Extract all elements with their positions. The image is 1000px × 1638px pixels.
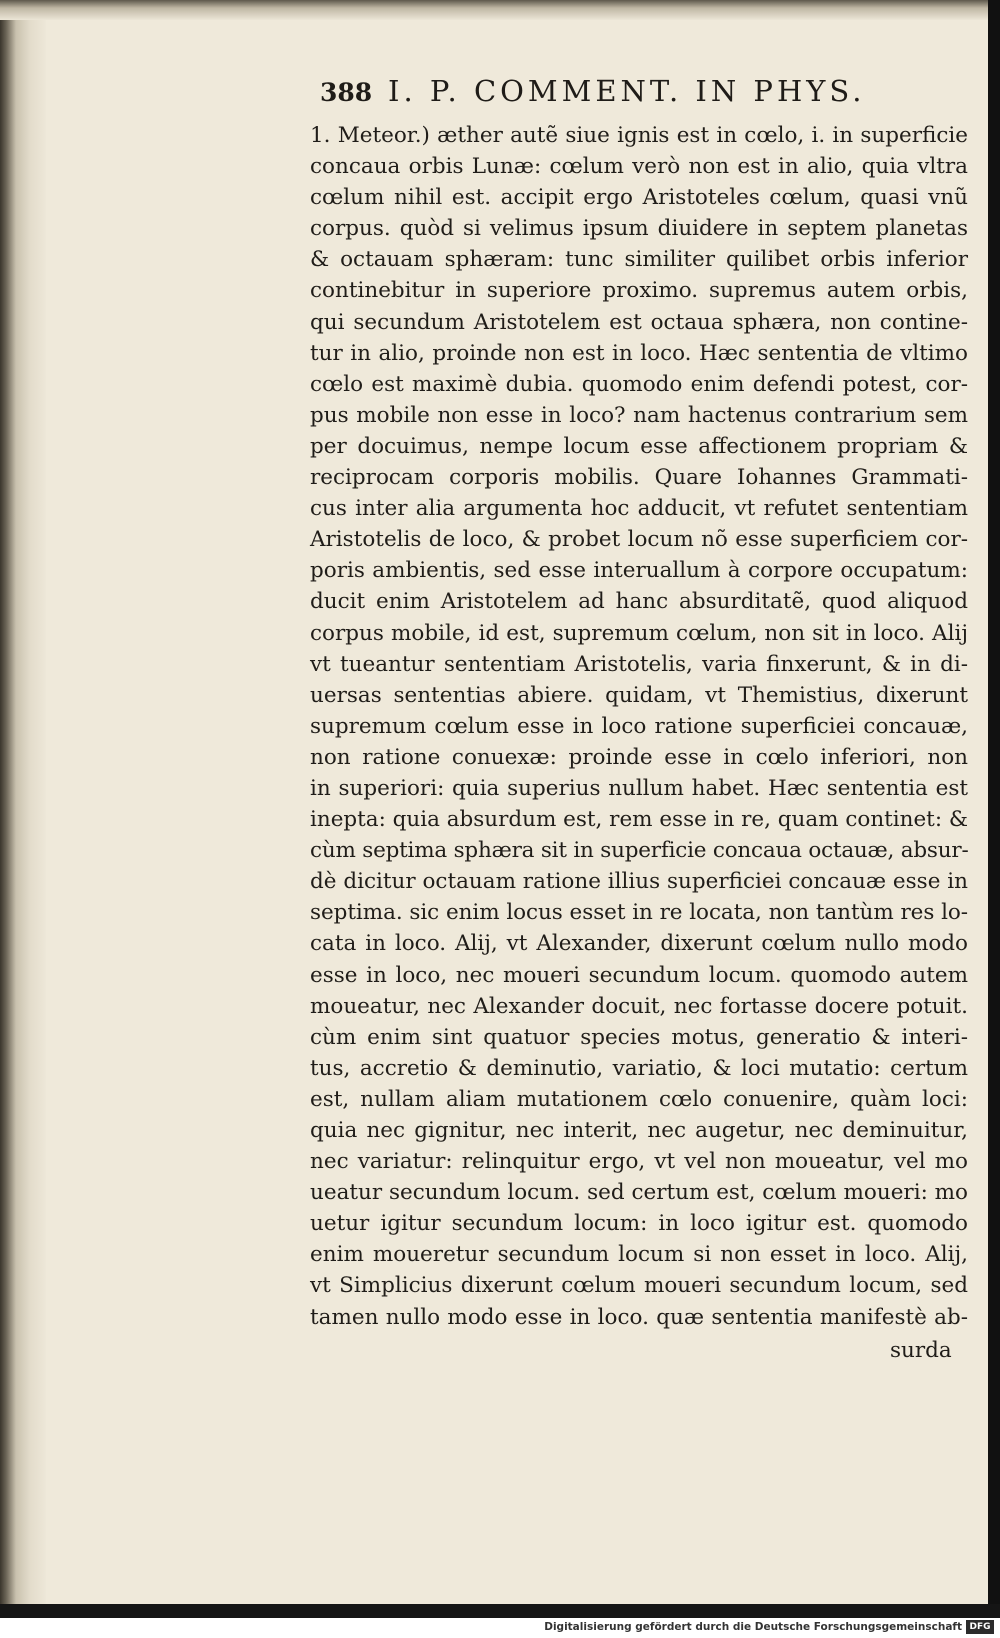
text-line: per docuimus, nempe locum esse affectionem propriam &	[310, 433, 968, 459]
page-header	[320, 74, 940, 114]
text-line: dè dicitur octauam ratione illius superficiei concauæ esse in	[310, 869, 968, 895]
text-line: cœlum nihil est. accipit ergo Aristoteles cœlum, quasi vnũ	[310, 185, 968, 211]
text-line: & octauam sphæram: tunc similiter quilibet orbis inferior	[310, 247, 968, 273]
text-line: poris ambientis, sed esse interuallum à corpore occupatum:	[310, 558, 968, 584]
text-line: tamen nullo modo esse in loco. quæ sententia manifestè ab-	[310, 1304, 968, 1330]
text-line: tus, accretio & deminutio, variatio, & loci mutatio: certum	[310, 1055, 968, 1081]
text-line: vt Simplicius dixerunt cœlum moueri secundum locum, sed	[310, 1273, 968, 1299]
text-line: in superiori: quia superius nullum habet. Hæc sententia est	[310, 775, 968, 801]
text-line: inepta: quia absurdum est, rem esse in re, quam continet: &	[310, 807, 968, 833]
text-line: cus inter alia argumenta hoc adducit, vt refutet sententiam	[310, 496, 968, 522]
text-line: 1. Meteor.) æther autẽ siue ignis est in cœlo, i. in superficie	[310, 123, 968, 148]
text-line: corpus mobile, id est, supremum cœlum, non sit in loco. Alij	[310, 620, 968, 646]
text-line: ducit enim Aristotelem ad hanc absurditatẽ, quod aliquod	[310, 589, 968, 615]
page-number: 388	[320, 78, 373, 107]
scan-border-right	[988, 0, 1000, 1618]
text-line: cata in loco. Alij, vt Alexander, dixerunt cœlum nullo modo	[310, 931, 968, 957]
text-line: nec variatur: relinquitur ergo, vt vel non moueatur, vel mo	[310, 1149, 968, 1175]
text-line: moueatur, nec Alexander docuit, nec fortasse docere potuit.	[310, 993, 968, 1019]
text-line: septima. sic enim locus esset in re locata, non tantùm res lo-	[310, 900, 968, 926]
text-line: quia nec gignitur, nec interit, nec augetur, nec deminuitur,	[310, 1118, 968, 1143]
text-line: reciprocam corporis mobilis. Quare Iohannes Grammati-	[310, 465, 968, 491]
top-edge-shadow	[0, 0, 988, 20]
text-line: continebitur in superiore proximo. supremus autem orbis,	[310, 278, 968, 304]
text-line: corpus. quòd si velimus ipsum diuidere in septem planetas	[310, 216, 968, 242]
text-line: est, nullam aliam mutationem cœlo conuenire, quàm loci:	[310, 1086, 968, 1112]
funding-notice: Digitalisierung gefördert durch die Deutsche Forschungsgemeinschaft	[544, 1621, 962, 1633]
catchword: surda	[890, 1338, 952, 1363]
body-text	[310, 120, 968, 1333]
text-line: Aristotelis de loco, & probet locum nõ esse superficiem cor-	[310, 527, 968, 553]
text-line: non ratione conuexæ: proinde esse in cœlo inferiori, non	[310, 744, 968, 770]
text-line: uersas sententias abiere. quidam, vt Themistius, dixerunt	[310, 682, 968, 708]
text-line: tur in alio, proinde non est in loco. Hæc sententia de vltimo	[310, 340, 968, 366]
text-line: cœlo est maximè dubia. quomodo enim defendi potest, cor-	[310, 371, 968, 397]
scan-border-bottom	[0, 1604, 1000, 1618]
text-line: enim moueretur secundum locum si non esset in loco. Alij,	[310, 1242, 968, 1268]
text-line: esse in loco, nec moueri secundum locum. quomodo autem	[310, 962, 968, 988]
text-line: vt tueantur sententiam Aristotelis, varia finxerunt, & in di-	[310, 651, 968, 677]
running-head: I. P. COMMENT. IN PHYS.	[388, 74, 866, 108]
digitization-footer	[0, 1618, 1000, 1638]
text-line: ueatur secundum locum. sed certum est, cœlum moueri: mo	[310, 1180, 968, 1206]
text-line: uetur igitur secundum locum: in loco igitur est. quomodo	[310, 1211, 968, 1237]
text-line: pus mobile non esse in loco? nam hactenus contrarium sem	[310, 402, 968, 428]
text-line: qui secundum Aristotelem est octaua sphæra, non contine-	[310, 309, 968, 335]
text-line: cùm septima sphæra sit in superficie concaua octauæ, absur-	[310, 838, 969, 864]
binding-shadow	[0, 0, 46, 1604]
text-line: cùm enim sint quatuor species motus, generatio & interi-	[310, 1024, 968, 1050]
text-line: supremum cœlum esse in loco ratione superficiei concauæ,	[310, 713, 968, 739]
dfg-logo: DFG	[966, 1620, 994, 1634]
text-line: concaua orbis Lunæ: cœlum verò non est in alio, quia vltra	[310, 154, 968, 180]
